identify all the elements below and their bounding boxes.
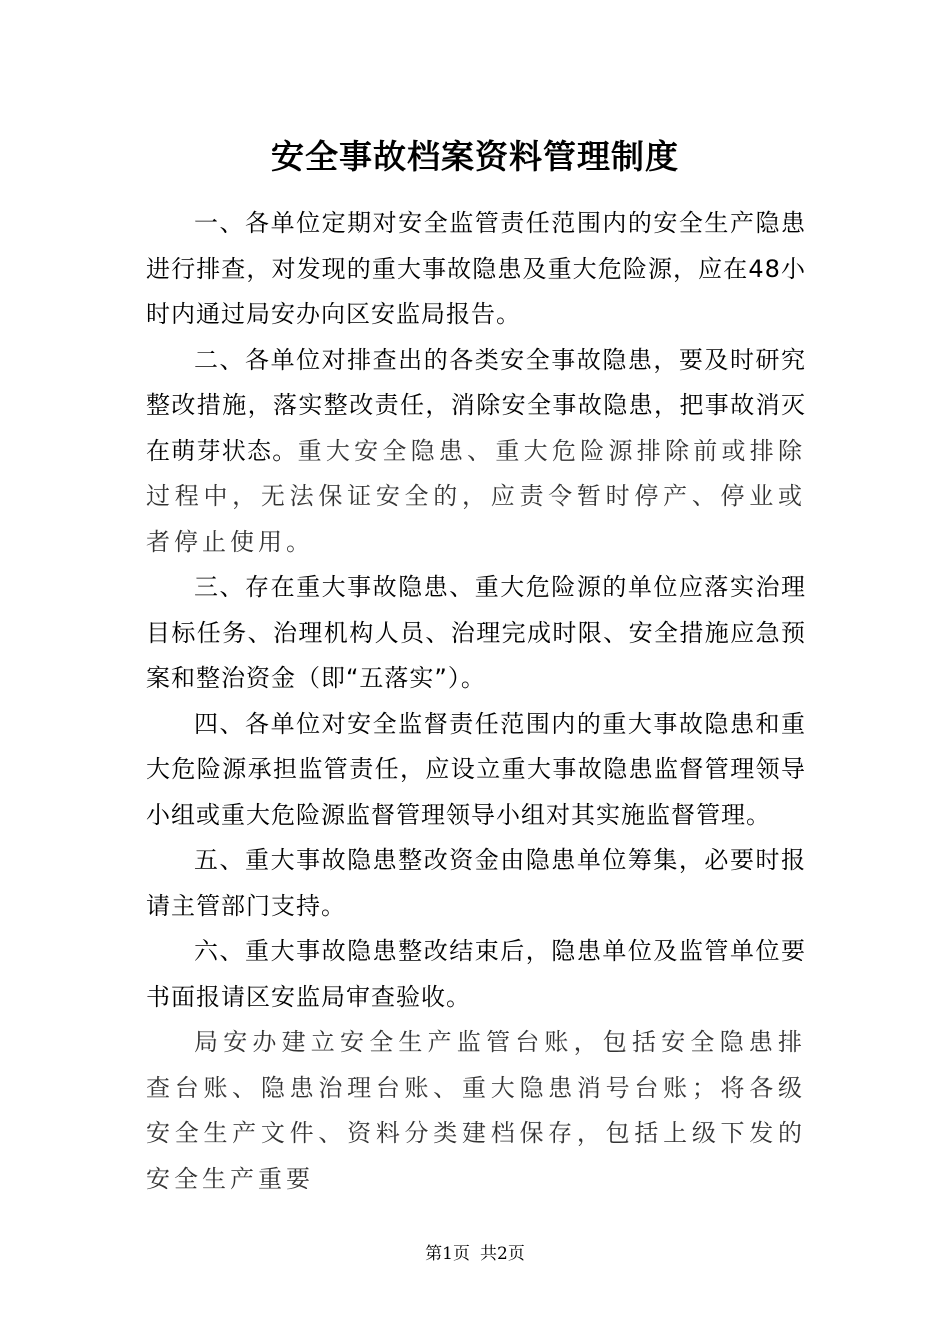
paragraph-2 (146, 338, 806, 566)
paragraph-5-text: 五、重大事故隐患整改资金由隐患单位筹集，必要时报请主管部门支持。 (146, 846, 806, 920)
page-number-total: 共2页 (480, 1244, 525, 1264)
page-footer (0, 1241, 950, 1267)
paragraph-2-text: 二、各单位对排查出的各类安全事故隐患，要及时研究整改措施，落实整改责任，消除安全事故隐患，把事故消灭在萌芽状态。 (146, 345, 806, 465)
paragraph-3-text: 三、存在重大事故隐患、重大危险源的单位应落实治理目标任务、治理机构人员、治理完成时限、安全措施应急预案和整治资金（即“五落实”）。 (146, 573, 806, 692)
paragraph-5 (146, 838, 806, 929)
paragraph-3 (146, 565, 806, 702)
page-number-current: 第1页 (425, 1244, 470, 1264)
document-title: 安全事故档案资料管理制度 (271, 137, 679, 176)
closing-paragraph: 局安办建立安全生产监管台账，包括安全隐患排查台账、隐患治理台账、重大隐患消号台账；将各级安全生产文件、资料分类建档保存，包括上级下发的安全生产重要 (146, 1028, 806, 1193)
paragraph-1 (146, 201, 806, 338)
paragraph-4 (146, 702, 806, 839)
paragraph-2-extra-text: 重大安全隐患、重大危险源排除前或排除过程中，无法保证安全的，应责令暂时停产、停业或者停止使用。 (146, 436, 807, 556)
paragraph-6-text: 六、重大事故隐患整改结束后，隐患单位及监管单位要书面报请区安监局审查验收。 (146, 937, 806, 1011)
paragraph-4-text: 四、各单位对安全监督责任范围内的重大事故隐患和重大危险源承担监管责任，应设立重大事故隐患监督管理领导小组或重大危险源监督管理领导小组对其实施监督管理。 (146, 709, 806, 829)
document-body (146, 201, 806, 1202)
paragraph-1-text: 一、各单位定期对安全监管责任范围内的安全生产隐患进行排查，对发现的重大事故隐患及重大危险源，应在48小时内通过局安办向区安监局报告。 (146, 209, 806, 328)
paragraph-6 (146, 929, 806, 1020)
